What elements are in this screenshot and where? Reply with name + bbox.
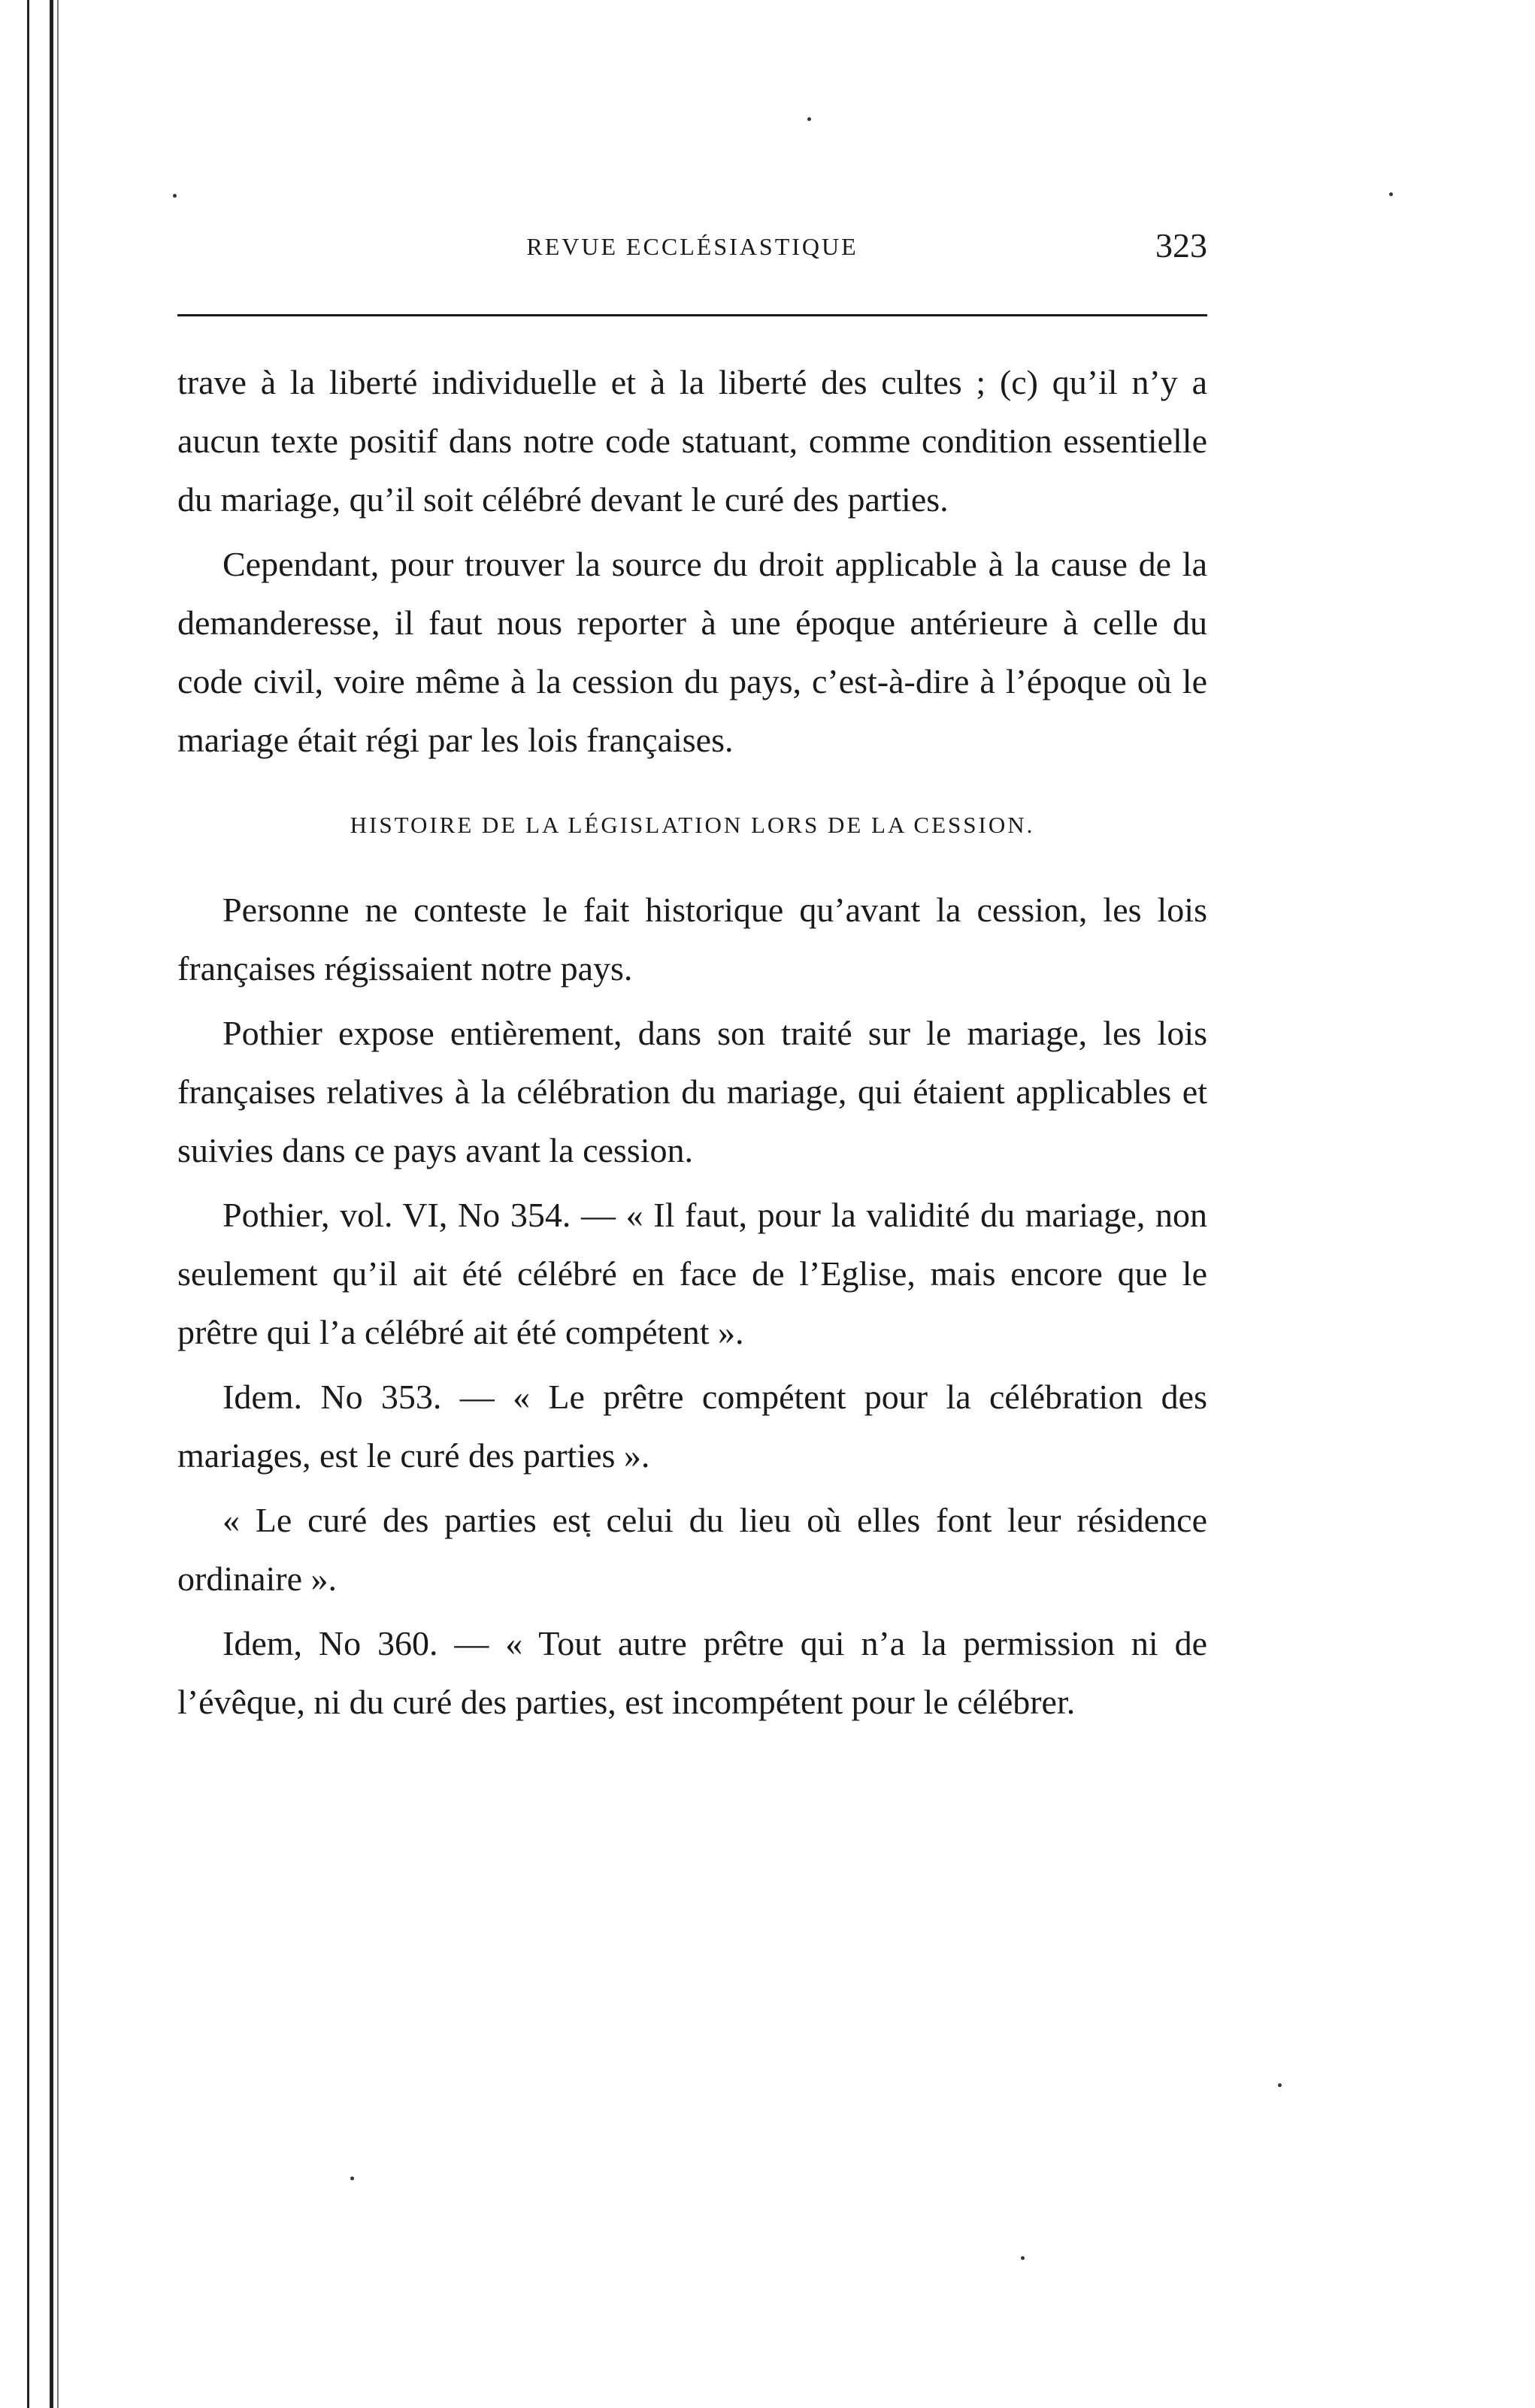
paragraph: Pothier expose entièrement, dans son traité sur le mariage, les lois françaises relatives à la célébration du mariage, qui étaient applicables et suivies dans ce pays avant la cession.	[177, 1014, 1207, 1169]
page-binding-edge	[0, 0, 68, 2408]
header-rule	[177, 314, 1207, 316]
section-heading: HISTOIRE DE LA LÉGISLATION LORS DE LA CESSION.	[350, 812, 1035, 838]
paragraph: « Le curé des parties est celui du lieu où elles font leur résidence ordinaire ».	[177, 1501, 1207, 1598]
page-number: 323	[1155, 226, 1207, 265]
paragraph: Cependant, pour trouver la source du droit applicable à la cause de la demanderesse, il faut nous reporter à une époque antérieure à celle du code civil, voire même à la cession du pays, c’est-à-dire à l’époque où le mariage était régi par les lois françaises.	[177, 545, 1207, 759]
paragraph: Pothier, vol. VI, No 354. — « Il faut, pour la validité du mariage, non seulement qu’il ait été célébré en face de l’Eglise, mais encore que le prêtre qui l’a célébré ait été compétent ».	[177, 1196, 1207, 1351]
paragraph: Idem. No 353. — « Le prêtre compétent pour la célébration des mariages, est le curé des parties ».	[177, 1378, 1207, 1475]
paragraph: Personne ne conteste le fait historique qu’avant la cession, les lois françaises régissaient notre pays.	[177, 891, 1207, 988]
binding-rule	[27, 0, 29, 2408]
running-title: REVUE ECCLÉSIASTIQUE	[526, 233, 858, 260]
paper-speck	[1278, 2083, 1282, 2087]
binding-rule	[50, 0, 53, 2408]
page-header	[177, 225, 1207, 271]
binding-rule	[57, 0, 59, 2408]
paper-speck	[1389, 192, 1393, 196]
paper-speck	[173, 194, 177, 198]
paper-speck	[1021, 2256, 1025, 2260]
paragraph: trave à la liberté individuelle et à la liberté des cultes ; (c) qu’il n’y a aucun texte positif dans notre code statuant, comme condition essentielle du mariage, qu’il soit célébré devant le curé des parties.	[177, 363, 1207, 519]
body-text	[177, 353, 1207, 1738]
paragraph: Idem, No 360. — « Tout autre prêtre qui n’a la permission ni de l’évêque, ni du curé des parties, est incompétent pour le célébrer.	[177, 1624, 1207, 1721]
paper-speck	[350, 2177, 354, 2180]
paper-speck	[807, 117, 811, 121]
